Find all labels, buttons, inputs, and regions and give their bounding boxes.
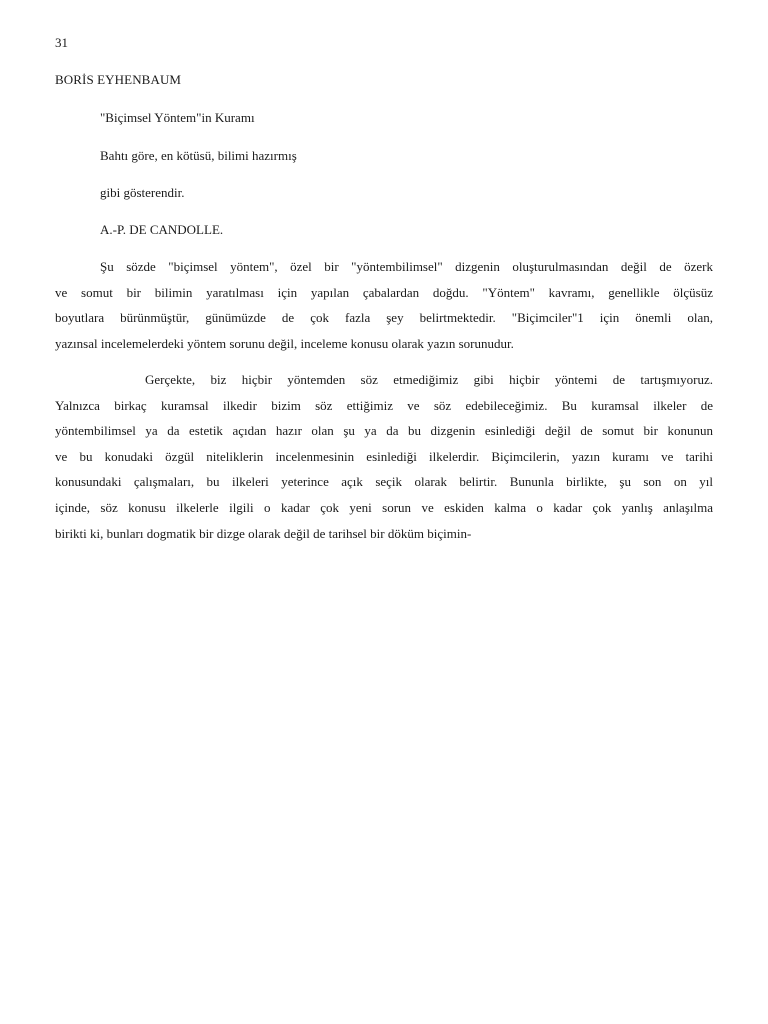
- paragraph-line: Gerçekte, biz hiçbir yöntemden söz etmediğimiz gibi hiçbir yöntemi de tartışmıyoruz.: [145, 372, 713, 387]
- paragraph-2: [55, 367, 713, 546]
- paragraph-line: konusundaki çalışmaları, bu ilkeleri yeterince açık seçik olarak belirtir. Bununla birlikte, şu son on yıl: [55, 474, 713, 490]
- paragraph-line: içinde, söz konusu ilkelerle ilgili o kadar çok yeni sorun ve eskiden kalma o kadar çok yanlış anlaşılma: [55, 499, 713, 515]
- epigraph-attribution: A.-P. DE CANDOLLE.: [100, 222, 224, 237]
- paragraph-line: Yalnızca birkaç kuramsal ilkedir bizim söz ettiğimiz ve söz edebileceğimiz. Bu kuramsal ilkeler de: [55, 397, 713, 413]
- paragraph-1: [55, 254, 713, 356]
- paragraph-line: boyutlara bürünmüştür, günümüzde de çok fazla şey belirtmektedir. "Biçimciler"1 için önemli olan,: [55, 310, 713, 326]
- paragraph-line: Şu sözde "biçimsel yöntem", özel bir "yöntembilimsel" dizgenin oluşturulmasından değil de özerk: [100, 259, 713, 274]
- chapter-title: "Biçimsel Yöntem"in Kuramı: [100, 110, 255, 125]
- paragraph-line: ve somut bir bilimin yaratılması için yapılan çabalardan doğdu. "Yöntem" kavramı, genellikle ölçüsüz: [55, 284, 713, 300]
- paragraph-line: yöntembilimsel ya da estetik açıdan hazır olan şu ya da bu dizgenin esinlediği değil de somut bir konunun: [55, 423, 713, 439]
- paragraph-line: birikti ki, bunları dogmatik bir dizge olarak değil de tarihsel bir döküm biçimin-: [55, 525, 472, 541]
- author-name: BORİS EYHENBAUM: [55, 72, 182, 87]
- epigraph-line-2: gibi gösterendir.: [100, 185, 185, 200]
- paragraph-line: yazınsal incelemelerdeki yöntem sorunu değil, inceleme konusu olarak yazın sorunudur.: [55, 335, 514, 351]
- epigraph-line-1: Bahtı göre, en kötüsü, bilimi hazırmış: [100, 148, 297, 163]
- paragraph-line: ve bu konudaki özgül niteliklerin incelenmesinin esinlediği ilkelerdir. Biçimcilerin, yazın kuramı ve tarihi: [55, 448, 713, 464]
- page-number: 31: [55, 35, 68, 50]
